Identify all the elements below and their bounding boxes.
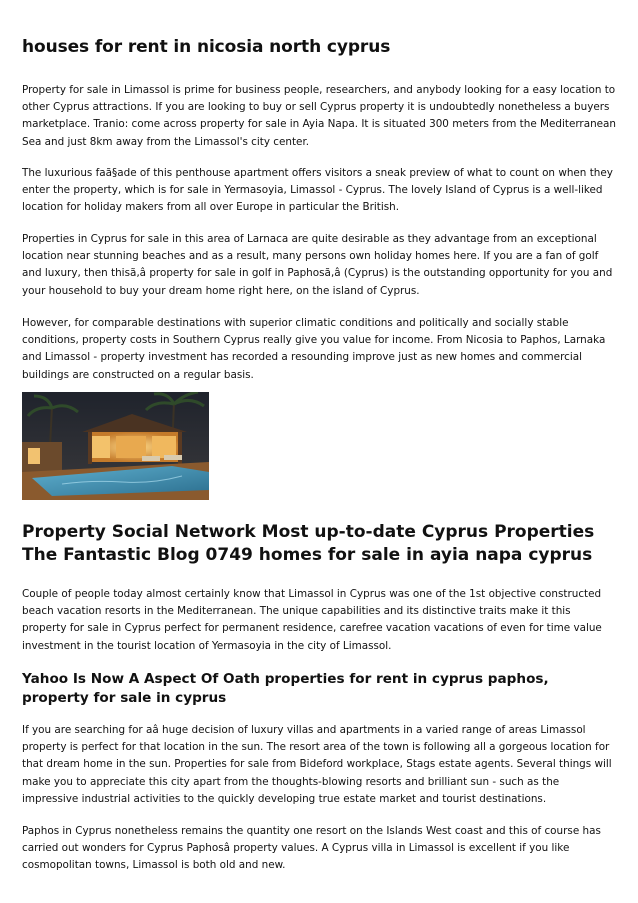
section-heading-1: Property Social Network Most up-to-date Cyprus Properties The Fantastic Blog 0749 homes for sale in ayia napa cyprus xyxy=(22,522,595,565)
paragraph-5: Couple of people today almost certainly know that Limassol in Cyprus was one of the 1st objective constructed beach vacation resorts in the Mediterranean. The unique capabilities and its distinctive traits make it this property for sale in Cyprus perfect for permanent residence, carefree vacation vacations of even for time value investment in the tourist location of Yermasoyia in the city of Limassol. xyxy=(22,588,602,652)
paragraph-4: However, for comparable destinations with superior climatic conditions and politically and socially stable conditions, property costs in Southern Cyprus really give you value for income. From Nicosia to Paphos, Larnaka and Limassol - property investment has recorded a resounding improve just as new homes and commercial buildings are constructed on a regular basis. xyxy=(22,317,606,381)
villa-pool-photo xyxy=(22,392,209,500)
paragraph-3: Properties in Cyprus for sale in this area of Larnaca are quite desirable as they advantage from an exceptional location near stunning beaches and as a result, many persons own holiday homes here. If you are a fan of golf and luxury, then thisã‚â property for sale in golf in Paphosã‚â (Cyprus) is the outstanding opportunity for you and your household to buy your dream home right here, on the island of Cyprus. xyxy=(22,233,613,297)
page-title: houses for rent in nicosia north cyprus xyxy=(22,37,391,57)
section-heading-2: Yahoo Is Now A Aspect Of Oath properties for rent in cyprus paphos, property for sale in cyprus xyxy=(22,671,549,706)
paragraph-6: If you are searching for aâ huge decision of luxury villas and apartments in a varied range of areas Limassol property is perfect for that location in the sun. The resort area of the town is following all a gorgeous location for that dream home in the sun. Properties for sale from Bideford workplace, Stags estate agents. Several things will make you to appreciate this city apart from the thoughts-blowing resorts and brilliant sun - such as the impressive industrial activities to the quickly developing true estate market and tourist destinations. xyxy=(22,724,612,805)
paragraph-7: Paphos in Cyprus nonetheless remains the quantity one resort on the Islands West coast and this of course has carried out wonders for Cyprus Paphosâ property values. A Cyprus villa in Limassol is excellent if you like cosmopolitan towns, Limassol is both old and new. xyxy=(22,825,601,872)
paragraph-2: The luxurious faã§ade of this penthouse apartment offers visitors a sneak preview of what to count on when they enter the property, which is for sale in Yermasoyia, Limassol - Cyprus. The lovely Island of Cyprus is a well-liked location for holiday makers from all over Europe in particular the British. xyxy=(22,167,613,214)
paragraph-1: Property for sale in Limassol is prime for business people, researchers, and anybody looking for a easy location to other Cyprus attractions. If you are looking to buy or sell Cyprus property it is undoubtedly nonetheless a buyers marketplace. Tranio: come across property for sale in Ayia Napa. It is situated 300 meters from the Mediterranean Sea and just 8km away from the Limassol's city center. xyxy=(22,84,616,148)
